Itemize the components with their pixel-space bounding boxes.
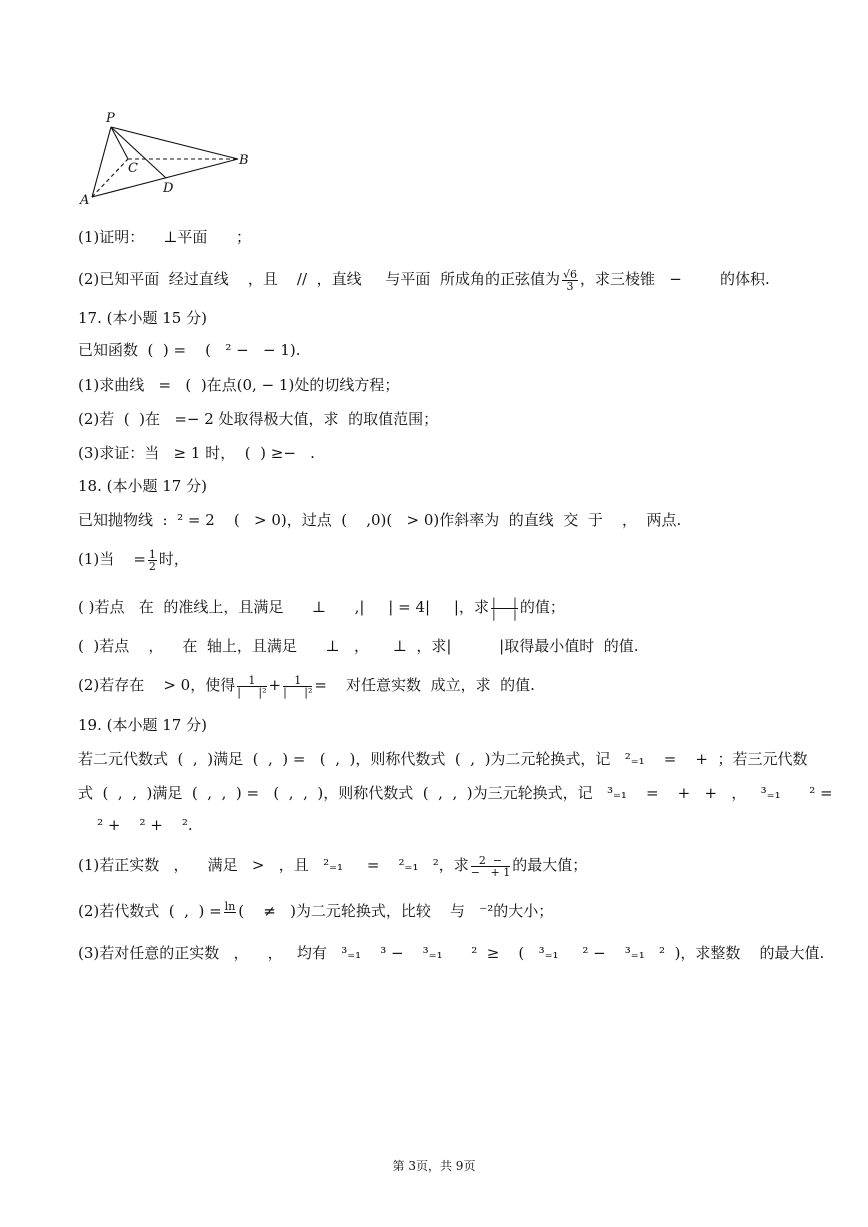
q18-stem: 已知抛物线 : ² = 2 ( > 0)，过点 ( ,0)( > 0)作斜率为 的直线 交 于 ， 两点. [78,511,682,529]
tetrahedron-figure [78,108,258,208]
q16-part1: (1)证明： ⊥平面 ； [78,228,252,246]
q19-title: 19. (本小题 17 分) [78,716,207,734]
q18-part1-ii: ( )若点 ， 在 轴上，且满足 ⊥ ， ⊥ ，求| |取得最小值时 的值. [78,637,639,655]
edge-PB [111,127,238,159]
q18-part1: (1)当 = $\frac{1}{2}$ 时， [78,547,189,573]
label-B: B [239,153,249,168]
q17-part3: (3)求证：当 ≥ 1 时， ( ) ≥− . [78,444,315,462]
q17-part2: (2)若 ( )在 =− 2 处取得极大值，求 的取值范围； [78,410,439,428]
edge-PC [111,127,128,159]
q19-line1: 若二元代数式 ( , )满足 ( , ) = ( , )，则称代数式 ( , )为二元轮换式，记 ²₌₁ = + ；若三元代数 [78,750,808,768]
q16-part2: (2)已知平面 经过直线 ，且 // ，直线 与平面 所成角的正弦值为 $\frac{√6}{3}$ ，求三棱锥 − 的体积. [78,267,770,293]
q19-part3: (3)若对任意的正实数 ， ， 均有 ³₌₁ ³ − ³₌₁ ² ≥ ( ³₌₁ ² − ³₌₁ ² )，求整数 的最大值. [78,944,825,962]
q19-part2: (2)若代数式 ( , ) = ln ( ≠ )为二元轮换式，比较 与 ⁻²的大小； [78,900,553,924]
q19-part1: (1)若正实数 ， 满足 > ，且 ²₌₁ = ²₌₁ ²，求 $\frac{2 -}{- + 1}$ 的最大值； [78,853,588,879]
page-footer: 第 3页，共 9页 [392,1159,476,1173]
q18-title: 18. (本小题 17 分) [78,477,207,495]
q18-part2: (2)若存在 > 0，使得 $\frac{1}{\text{| |²}}$ + $\frac{1}{\text{| |²}}$ = 对任意实数 成立，求 的值. [78,673,535,699]
q17-stem: 已知函数 ( ) = ( ² − − 1). [78,341,301,359]
q17-part1: (1)求曲线 = ( )在点(0, − 1)处的切线方程； [78,376,400,394]
label-P: P [106,111,115,126]
q19-line3: ² + ² + ². [78,816,193,834]
q18-part1-i: ( )若点 在 的准线上，且满足 ⊥ ,| | = 4| |，求 $\frac{| |}{| |}$ 的值； [78,595,565,621]
fraction-one-over-sq-1: $\frac{1}{\text{| |²}}$ [237,673,267,699]
label-D: D [163,181,174,196]
label-C: C [128,161,138,176]
fraction-one-over-sq-2: $\frac{1}{\text{| |²}}$ [283,673,313,699]
fraction-sqrt6-over-3: $\frac{√6}{3}$ [562,267,577,293]
label-A: A [80,193,90,208]
fraction-ratio: $\frac{| |}{| |}$ [491,595,517,621]
q19-line2: 式 ( , , )满足 ( , , ) = ( , , )，则称代数式 ( , , )为三元轮换式，记 ³₌₁ = + + ， ³₌₁ ² = [78,784,833,802]
q17-title: 17. (本小题 15 分) [78,309,207,327]
edge-PD [111,127,166,178]
fraction-expression: $\frac{2 -}{- + 1}$ [470,853,511,879]
fraction-one-half: $\frac{1}{2}$ [148,547,156,573]
fraction-ln: ln [224,899,236,913]
